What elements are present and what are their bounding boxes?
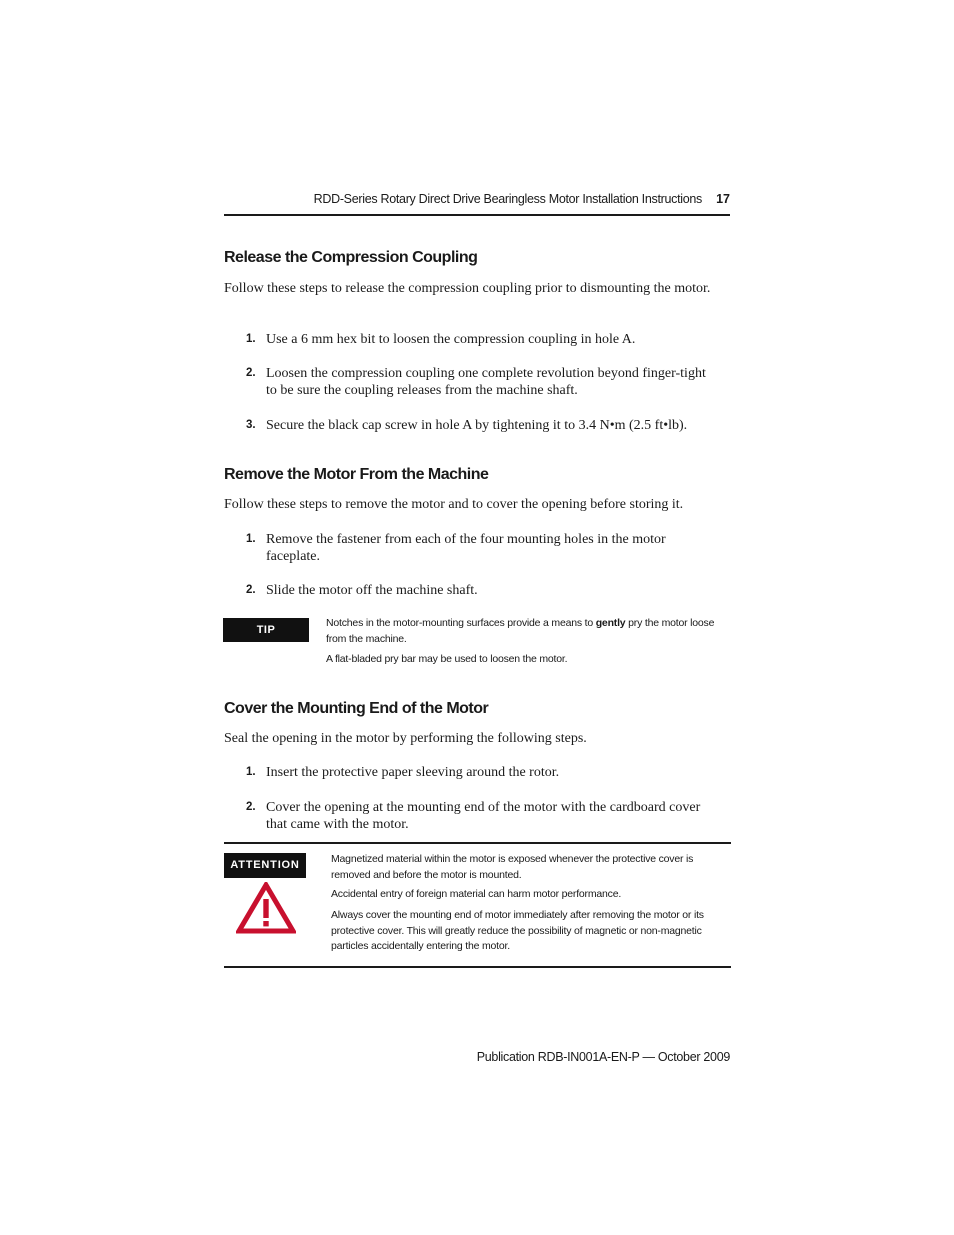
step-text: Use a 6 mm hex bit to loosen the compression coupling in hole A. <box>266 332 636 347</box>
step-text: Cover the opening at the mounting end of the motor with the cardboard cover that came with the motor. <box>266 800 701 832</box>
section-title-release-coupling: Release the Compression Coupling <box>224 249 478 266</box>
publication-footer: Publication RDB-IN001A-EN-P — October 2009 <box>476 1050 730 1064</box>
attention-top-rule <box>224 842 731 844</box>
step-number: 1. <box>246 533 256 545</box>
section-intro: Follow these steps to release the compression coupling prior to dismounting the motor. <box>224 281 711 296</box>
section-title-cover-mounting-end: Cover the Mounting End of the Motor <box>224 700 489 717</box>
tip-emphasis: gently <box>595 617 626 629</box>
list-item <box>224 764 714 781</box>
running-header-title: RDD-Series Rotary Direct Drive Bearingless Motor Installation Instructions <box>313 192 702 206</box>
step-number: 2. <box>246 584 256 596</box>
attention-bottom-rule <box>224 966 731 968</box>
step-text: Slide the motor off the machine shaft. <box>266 583 478 598</box>
header-divider <box>224 214 730 216</box>
step-number: 2. <box>246 367 256 379</box>
section-intro: Seal the opening in the motor by performing the following steps. <box>224 731 587 746</box>
tip-note <box>326 616 726 647</box>
step-number: 2. <box>246 801 256 813</box>
list-item <box>224 531 714 565</box>
tip-text-before: Notches in the motor-mounting surfaces provide a means to <box>326 617 596 629</box>
list-item <box>224 365 714 399</box>
step-number: 1. <box>246 333 256 345</box>
step-text: Remove the fastener from each of the four mounting holes in the motor faceplate. <box>266 532 666 564</box>
list-item <box>224 331 714 348</box>
tip-badge: TIP <box>223 618 309 642</box>
tip-text-after: pry the motor loose from the machine. <box>326 617 715 645</box>
attention-text: Magnetized material within the motor is exposed whenever the protective cover is removed and before the motor is mounted. <box>331 853 694 881</box>
step-number: 1. <box>246 766 256 778</box>
list-item <box>224 582 714 599</box>
step-text: Insert the protective paper sleeving around the rotor. <box>266 765 560 780</box>
step-text: Secure the black cap screw in hole A by tightening it to 3.4 N•m (2.5 ft•lb). <box>266 418 688 433</box>
attention-text: Accidental entry of foreign material can harm motor performance. <box>331 888 622 900</box>
warning-triangle-icon <box>236 882 296 934</box>
step-text: Loosen the compression coupling one complete revolution beyond finger-tight to be sure the coupling releases from the machine shaft. <box>266 366 706 398</box>
attention-text: Always cover the mounting end of motor immediately after removing the motor or its protective cover. This will greatly reduce the possibility of magnetic or non-magnetic particles accidentally entering the motor. <box>331 909 704 952</box>
tip-note-secondary: A flat-bladed pry bar may be used to loosen the motor. <box>326 653 568 665</box>
page-number: 17 <box>716 192 730 206</box>
step-number: 3. <box>246 419 256 431</box>
section-title-remove-motor: Remove the Motor From the Machine <box>224 466 489 483</box>
list-item <box>224 799 714 833</box>
list-item <box>224 417 714 434</box>
section-intro: Follow these steps to remove the motor and to cover the opening before storing it. <box>224 497 684 512</box>
attention-badge: ATTENTION <box>224 853 306 878</box>
